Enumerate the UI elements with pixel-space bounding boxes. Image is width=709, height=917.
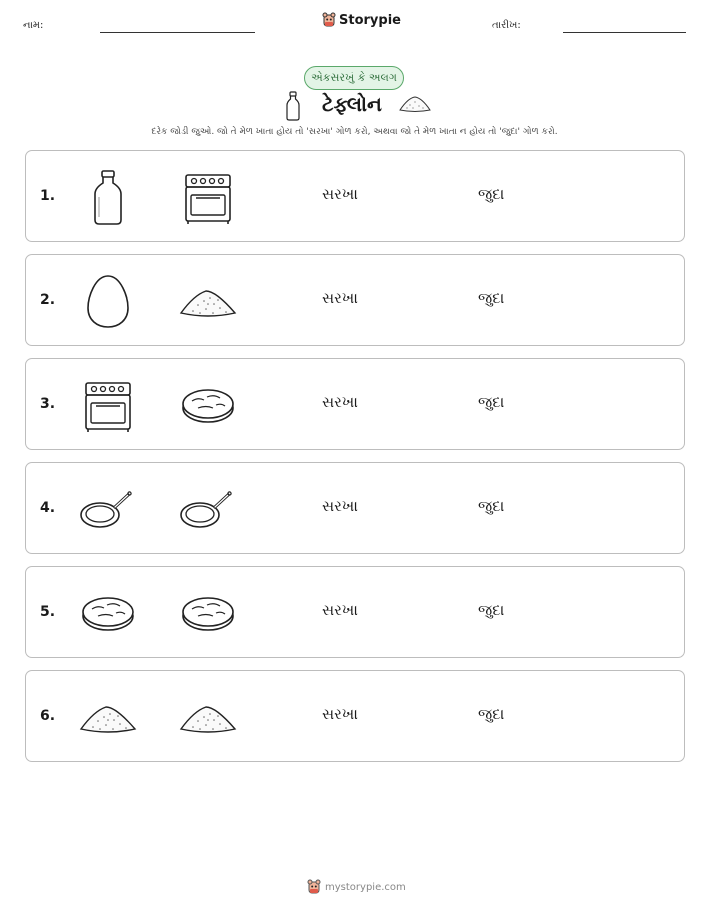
worksheet-title: ટેફ્લોન (322, 92, 382, 116)
flour-pile-icon (78, 687, 138, 747)
row-number: 5. (40, 604, 56, 620)
footer-site: mystorypie.com (325, 881, 406, 893)
exercise-row (25, 150, 685, 242)
same-option[interactable]: સરખા (322, 289, 358, 307)
same-option[interactable]: સરખા (322, 601, 358, 619)
date-label: તારીખ: (492, 20, 521, 31)
storypie-mascot-icon (322, 12, 336, 28)
row-number: 1. (40, 188, 56, 204)
date-line (563, 32, 686, 33)
bottle-icon (286, 91, 300, 121)
exercise-row (25, 254, 685, 346)
same-option[interactable]: સરખા (322, 393, 358, 411)
storypie-mascot-icon (307, 879, 321, 895)
frying-pan-icon (78, 479, 138, 539)
flour-pile-icon (398, 94, 432, 114)
worksheet-header (0, 0, 709, 50)
frying-pan-icon (178, 479, 238, 539)
row-number: 2. (40, 292, 56, 308)
same-option[interactable]: સરખા (322, 705, 358, 723)
footer (307, 879, 406, 895)
flour-pile-icon (178, 271, 238, 331)
brand-logo (322, 12, 401, 28)
different-option[interactable]: જુદા (478, 497, 505, 515)
pancake-icon (78, 583, 138, 643)
brand-name: Storypie (339, 12, 401, 28)
title-row (0, 90, 709, 122)
egg-icon (78, 271, 138, 331)
name-label: નામ: (23, 20, 44, 31)
exercise-row (25, 358, 685, 450)
instructions-text: દરેક જોડી જુઓ. જો તે મેળ ખાતા હોય તો 'સરખા' ગોળ કરો, અથવા જો તે મેળ ખાતા ન હોય તો 'જુદા' ગોળ કરો. (151, 127, 558, 137)
flour-pile-icon (178, 687, 238, 747)
bottle-icon (78, 167, 138, 227)
exercise-row (25, 670, 685, 762)
name-line (100, 32, 255, 33)
row-number: 3. (40, 396, 56, 412)
different-option[interactable]: જુદા (478, 289, 505, 307)
row-number: 6. (40, 708, 56, 724)
same-option[interactable]: સરખા (322, 497, 358, 515)
pancake-icon (178, 375, 238, 435)
stove-icon (178, 167, 238, 227)
worksheet-type-badge: એકસરખું કે અલગ (304, 66, 404, 90)
exercise-row (25, 462, 685, 554)
stove-icon (78, 375, 138, 435)
row-number: 4. (40, 500, 56, 516)
different-option[interactable]: જુદા (478, 705, 505, 723)
exercise-row (25, 566, 685, 658)
pancake-icon (178, 583, 238, 643)
same-option[interactable]: સરખા (322, 185, 358, 203)
different-option[interactable]: જુદા (478, 185, 505, 203)
different-option[interactable]: જુદા (478, 393, 505, 411)
different-option[interactable]: જુદા (478, 601, 505, 619)
